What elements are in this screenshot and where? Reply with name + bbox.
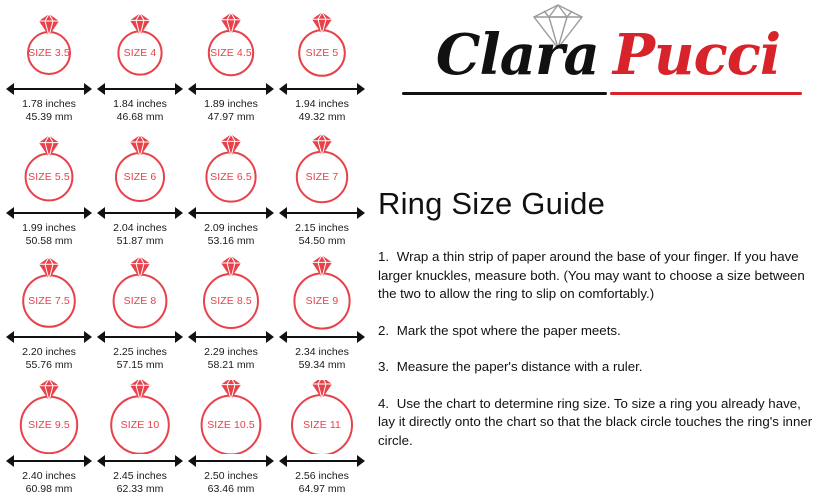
measure-arrow [97, 207, 183, 219]
size-label: SIZE 6.5 [210, 171, 252, 183]
arrow-line [13, 336, 85, 338]
arrow-right-icon [266, 207, 274, 219]
arrow-right-icon [357, 207, 365, 219]
measurement-mm: 50.58 mm [25, 234, 73, 247]
measurement-mm: 62.33 mm [116, 482, 164, 495]
arrow-line [104, 460, 176, 462]
measurement-mm: 55.76 mm [25, 358, 73, 371]
ring-icon [101, 380, 179, 454]
measurement-inches: 1.84 inches [113, 98, 167, 110]
arrow-right-icon [357, 455, 365, 467]
measurement-inches: 2.50 inches [204, 470, 258, 482]
arrow-right-icon [357, 331, 365, 343]
measurement-mm: 58.21 mm [207, 358, 255, 371]
size-cell [95, 128, 185, 252]
brand-name-first: Clara [435, 22, 599, 88]
guide-step [378, 395, 821, 451]
size-label: SIZE 5.5 [28, 171, 70, 183]
arrow-line [13, 212, 85, 214]
size-cell [4, 4, 94, 128]
size-label: SIZE 10 [120, 419, 160, 431]
brand-underline [402, 92, 802, 95]
size-cell [186, 252, 276, 376]
arrow-line [195, 212, 267, 214]
measurement-text [277, 98, 367, 123]
size-label: SIZE 4.5 [210, 47, 252, 59]
size-cell [4, 376, 94, 500]
page-title: Ring Size Guide [378, 186, 606, 221]
size-cell [95, 4, 185, 128]
measurement-text [186, 98, 276, 123]
measure-arrow [6, 83, 92, 95]
measurement-mm: 54.50 mm [298, 234, 346, 247]
measurement-mm: 53.16 mm [207, 234, 255, 247]
arrow-right-icon [266, 83, 274, 95]
ring-illustration [283, 380, 361, 454]
size-cell [4, 252, 94, 376]
guide-step-text: Mark the spot where the paper meets. [396, 322, 621, 338]
ring-illustration [283, 8, 361, 82]
measurement-text [4, 470, 94, 495]
size-label: SIZE 10.5 [207, 419, 255, 431]
ring-illustration [192, 132, 270, 206]
measure-arrow [279, 331, 365, 343]
measure-arrow [279, 455, 365, 467]
measurement-mm: 64.97 mm [298, 482, 346, 495]
ring-icon [10, 380, 88, 454]
ring-icon [192, 8, 270, 82]
size-grid [4, 4, 365, 500]
measurement-inches: 2.56 inches [295, 470, 349, 482]
guide-step-number: 3. [378, 359, 390, 374]
ring-icon [101, 256, 179, 330]
guide-step-text: Measure the paper's distance with a ruler. [396, 359, 643, 374]
size-cell [277, 376, 367, 500]
measurement-text [277, 346, 367, 371]
measurement-inches: 1.94 inches [295, 98, 349, 110]
measurement-mm: 60.98 mm [25, 482, 73, 495]
ring-icon [10, 256, 88, 330]
arrow-right-icon [175, 83, 183, 95]
arrow-right-icon [266, 331, 274, 343]
size-cell [277, 252, 367, 376]
measurement-text [95, 222, 185, 247]
guide-step-number: 4. [378, 395, 390, 411]
measurement-text [186, 470, 276, 495]
measurement-text [186, 346, 276, 371]
measurement-mm: 46.68 mm [116, 110, 164, 123]
ring-icon [192, 380, 270, 454]
measurement-inches: 2.04 inches [113, 222, 167, 234]
measurement-text [186, 222, 276, 247]
arrow-right-icon [84, 83, 92, 95]
size-cell [277, 128, 367, 252]
guide-step [378, 358, 821, 377]
measure-arrow [279, 83, 365, 95]
brand-logo [368, 0, 839, 124]
measurement-text [95, 98, 185, 123]
measurement-mm: 59.34 mm [298, 358, 346, 371]
measurement-inches: 2.45 inches [113, 470, 167, 482]
arrow-right-icon [357, 83, 365, 95]
measure-arrow [6, 331, 92, 343]
measurement-text [4, 98, 94, 123]
guide-step-number: 1. [378, 249, 390, 264]
ring-illustration [10, 380, 88, 454]
measurement-mm: 51.87 mm [116, 234, 164, 247]
measurement-inches: 2.25 inches [113, 346, 167, 358]
ring-illustration [101, 8, 179, 82]
measure-arrow [188, 83, 274, 95]
arrow-line [13, 88, 85, 90]
measurement-mm: 47.97 mm [207, 110, 255, 123]
guide-step-text: Use the chart to determine ring size. To size a ring you already have, lay it directly onto the chart so that the black circle touches the ring's inner circle. [378, 395, 813, 448]
ring-size-chart [0, 0, 365, 501]
size-label: SIZE 9 [305, 295, 339, 307]
arrow-line [286, 336, 358, 338]
brand-name [388, 22, 828, 88]
arrow-right-icon [175, 331, 183, 343]
measure-arrow [97, 331, 183, 343]
measurement-text [95, 470, 185, 495]
measurement-inches: 1.89 inches [204, 98, 258, 110]
size-cell [277, 4, 367, 128]
ring-icon [283, 132, 361, 206]
measurement-text [277, 470, 367, 495]
ring-illustration [283, 132, 361, 206]
measurement-mm: 63.46 mm [207, 482, 255, 495]
size-cell [186, 376, 276, 500]
arrow-line [104, 212, 176, 214]
size-label: SIZE 7.5 [28, 295, 70, 307]
measure-arrow [97, 83, 183, 95]
ring-icon [283, 8, 361, 82]
measurement-text [4, 222, 94, 247]
info-panel [368, 0, 839, 501]
ring-icon [101, 132, 179, 206]
ring-illustration [101, 256, 179, 330]
arrow-line [104, 88, 176, 90]
size-cell [186, 128, 276, 252]
ring-illustration [10, 8, 88, 82]
ring-illustration [101, 380, 179, 454]
ring-illustration [192, 380, 270, 454]
size-cell [186, 4, 276, 128]
measure-arrow [6, 207, 92, 219]
arrow-line [286, 88, 358, 90]
ring-icon [101, 8, 179, 82]
size-label: SIZE 8.5 [210, 295, 252, 307]
arrow-line [104, 336, 176, 338]
arrow-right-icon [266, 455, 274, 467]
arrow-right-icon [84, 207, 92, 219]
measurement-inches: 1.99 inches [22, 222, 76, 234]
measurement-inches: 2.34 inches [295, 346, 349, 358]
ring-icon [192, 132, 270, 206]
ring-icon [283, 256, 361, 330]
size-cell [4, 128, 94, 252]
guide-steps [378, 248, 821, 450]
measurement-inches: 1.78 inches [22, 98, 76, 110]
size-label: SIZE 3.5 [28, 47, 70, 59]
measure-arrow [188, 207, 274, 219]
ring-illustration [10, 132, 88, 206]
arrow-line [195, 460, 267, 462]
ring-icon [10, 132, 88, 206]
guide-step-text: Wrap a thin strip of paper around the base of your finger. If you have larger knuckles, measure both. (You may want to choose a size between the two to allow the ring to slip on comfortably.) [378, 249, 805, 301]
arrow-line [286, 212, 358, 214]
guide-text-block [368, 124, 839, 450]
measurement-mm: 49.32 mm [298, 110, 346, 123]
measure-arrow [6, 455, 92, 467]
ring-icon [283, 380, 361, 454]
measurement-mm: 57.15 mm [116, 358, 164, 371]
arrow-right-icon [84, 331, 92, 343]
size-label: SIZE 7 [305, 171, 339, 183]
ring-illustration [10, 256, 88, 330]
guide-step-number: 2. [378, 322, 390, 338]
size-label: SIZE 4 [123, 47, 157, 59]
guide-step [378, 248, 821, 304]
measurement-inches: 2.29 inches [204, 346, 258, 358]
arrow-right-icon [175, 455, 183, 467]
measure-arrow [97, 455, 183, 467]
arrow-line [195, 88, 267, 90]
size-label: SIZE 8 [123, 295, 157, 307]
size-label: SIZE 11 [303, 419, 341, 431]
measurement-inches: 2.09 inches [204, 222, 258, 234]
size-cell [95, 376, 185, 500]
measurement-mm: 45.39 mm [25, 110, 73, 123]
measurement-inches: 2.15 inches [295, 222, 349, 234]
size-cell [95, 252, 185, 376]
measure-arrow [188, 455, 274, 467]
arrow-right-icon [175, 207, 183, 219]
ring-illustration [192, 256, 270, 330]
ring-illustration [283, 256, 361, 330]
ring-icon [192, 256, 270, 330]
guide-step [378, 322, 821, 341]
measure-arrow [279, 207, 365, 219]
measurement-inches: 2.20 inches [22, 346, 76, 358]
measurement-text [4, 346, 94, 371]
measurement-inches: 2.40 inches [22, 470, 76, 482]
brand-name-second: Pucci [612, 22, 781, 88]
arrow-right-icon [84, 455, 92, 467]
arrow-line [286, 460, 358, 462]
arrow-line [195, 336, 267, 338]
measure-arrow [188, 331, 274, 343]
size-label: SIZE 5 [305, 47, 339, 59]
ring-illustration [192, 8, 270, 82]
measurement-text [277, 222, 367, 247]
measurement-text [95, 346, 185, 371]
ring-illustration [101, 132, 179, 206]
size-label: SIZE 6 [123, 171, 157, 183]
arrow-line [13, 460, 85, 462]
size-label: SIZE 9.5 [28, 419, 70, 431]
ring-icon [10, 8, 88, 82]
